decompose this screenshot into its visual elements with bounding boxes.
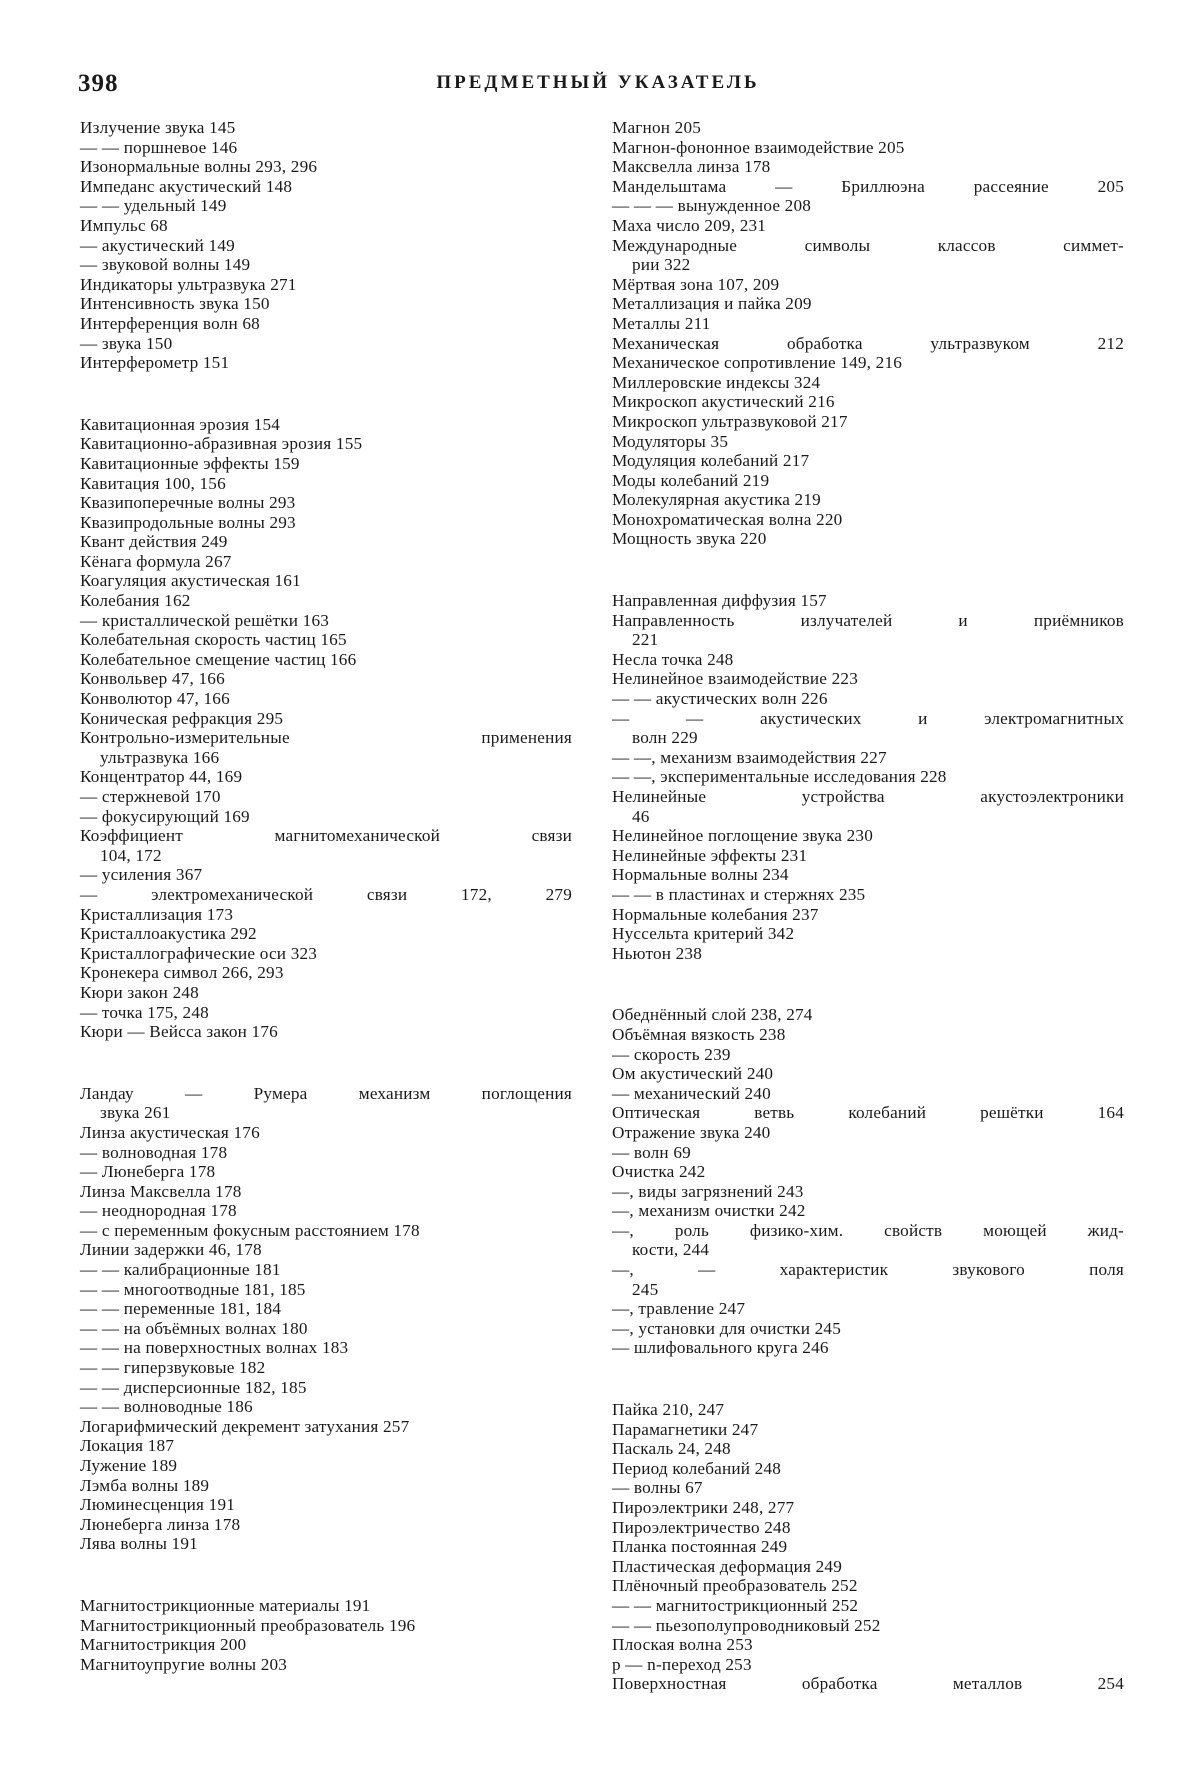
index-entry-continuation: волн 229 — [632, 728, 698, 748]
index-entry: — механический 240 — [612, 1083, 771, 1103]
index-entry: Максвелла линза 178 — [612, 157, 771, 177]
index-entry: Пироэлектричество 248 — [612, 1517, 791, 1537]
index-entry: Коэффициент магнитомеханической связи — [80, 826, 572, 846]
page-header — [78, 70, 1118, 100]
index-entry: Люнеберга линза 178 — [80, 1514, 241, 1534]
index-entry: Микроскоп ультразвуковой 217 — [612, 411, 848, 431]
index-entry: — электромеханической связи 172, 279 — [80, 884, 572, 904]
index-entry: — акустический 149 — [80, 235, 235, 255]
index-entry: Ньютон 238 — [612, 943, 703, 963]
index-entry: Объёмная вязкость 238 — [612, 1024, 786, 1044]
index-entry-continuation: ультразвука 166 — [100, 747, 220, 767]
index-entry: Парамагнетики 247 — [612, 1419, 759, 1439]
index-entry: — — переменные 181, 184 — [80, 1299, 282, 1319]
index-entry: Механическая обработка ультразвуком 212 — [612, 333, 1124, 353]
index-entry: Планка постоянная 249 — [612, 1537, 788, 1557]
index-entry: Нелинейные эффекты 231 — [612, 845, 808, 865]
index-entry: —, установки для очистки 245 — [612, 1318, 841, 1338]
index-entry: Кюри — Вейсса закон 176 — [80, 1022, 278, 1042]
index-entry: — —, экспериментальные исследования 228 — [612, 767, 947, 787]
index-entry: — кристаллической решётки 163 — [80, 610, 330, 630]
index-entry: Магнитострикционные материалы 191 — [80, 1595, 371, 1615]
index-entry: Пластическая деформация 249 — [612, 1556, 843, 1576]
index-entry: Концентратор 44, 169 — [80, 767, 243, 787]
index-entry: Лужение 189 — [80, 1456, 178, 1475]
index-entry: Кавитация 100, 156 — [80, 473, 226, 493]
index-entry: Направленная диффузия 157 — [612, 591, 827, 611]
index-entry: Колебания 162 — [80, 591, 191, 611]
index-entry: Оптическая ветвь колебаний решётки 164 — [612, 1103, 1124, 1123]
section-o — [612, 1005, 1124, 1358]
index-entry: Кавитационно-абразивная эрозия 155 — [80, 434, 363, 454]
index-entry: Лэмба волны 189 — [80, 1475, 210, 1495]
section-l — [80, 1084, 572, 1554]
index-entry: Интенсивность звука 150 — [80, 294, 270, 314]
index-entry: Мандельштама — Бриллюэна рассеяние 205 — [612, 176, 1124, 196]
index-entry: Поверхностная обработка металлов 254 — [612, 1674, 1124, 1694]
index-entry: Колебательная скорость частиц 165 — [80, 630, 347, 650]
index-entry: — —, механизм взаимодействия 227 — [612, 747, 887, 767]
index-entry: Квазипоперечные волны 293 — [80, 493, 296, 513]
index-entry: — точка 175, 248 — [80, 1002, 209, 1022]
index-entry: Квант действия 249 — [80, 532, 228, 552]
index-entry: — волноводная 178 — [80, 1142, 228, 1162]
index-entry: Кристаллоакустика 292 — [80, 924, 257, 944]
index-entry: Миллеровские индексы 324 — [612, 372, 821, 392]
index-entry: Маха число 209, 231 — [612, 215, 767, 235]
running-title: ПРЕДМЕТНЫЙ УКАЗАТЕЛЬ — [436, 72, 760, 93]
index-entry-continuation: рии 322 — [632, 255, 691, 275]
index-entry-continuation: звука 261 — [100, 1103, 171, 1123]
index-entry: Направленность излучателей и приёмников — [612, 610, 1124, 630]
index-entry: — — в пластинах и стержнях 235 — [612, 884, 866, 904]
index-entry: Отражение звука 240 — [612, 1122, 771, 1142]
index-entry: —, виды загрязнений 243 — [612, 1181, 804, 1201]
index-entry: Локация 187 — [80, 1436, 175, 1456]
index-entry: — стержневой 170 — [80, 787, 221, 806]
index-entry: Ландау — Румера механизм поглощения — [80, 1083, 572, 1103]
index-entry: Обеднённый слой 238, 274 — [612, 1005, 813, 1025]
index-entry-continuation: 104, 172 — [100, 845, 162, 865]
index-entry-continuation: кости, 244 — [632, 1240, 710, 1260]
section-i — [80, 118, 572, 373]
index-entry: Механическое сопротивление 149, 216 — [612, 353, 903, 373]
index-entry: Импульс 68 — [80, 215, 168, 235]
index-entry: Линза акустическая 176 — [80, 1122, 260, 1142]
index-entry: Очистка 242 — [612, 1162, 706, 1182]
index-entry: — скорость 239 — [612, 1044, 731, 1064]
index-entry: — — пьезополупроводниковый 252 — [612, 1615, 881, 1635]
index-entry: Модуляторы 35 — [612, 431, 729, 451]
index-entry: — — магнитострикционный 252 — [612, 1595, 859, 1615]
index-entry: Интерференция волн 68 — [80, 313, 260, 333]
section-m-cont — [612, 118, 1124, 549]
index-entry-continuation: 46 — [632, 806, 650, 826]
index-entry: Период колебаний 248 — [612, 1458, 782, 1478]
index-entry: — — волноводные 186 — [80, 1397, 253, 1417]
index-entry: Магнон-фононное взаимодействие 205 — [612, 137, 905, 157]
index-entry: — — дисперсионные 182, 185 — [80, 1377, 307, 1397]
index-entry: Пироэлектрики 248, 277 — [612, 1498, 795, 1517]
index-entry: Паскаль 24, 248 — [612, 1439, 731, 1459]
index-entry: Кавитационные эффекты 159 — [80, 453, 300, 473]
index-entry: Ом акустический 240 — [612, 1064, 774, 1084]
index-entry: Нуссельта критерий 342 — [612, 924, 795, 944]
index-entry: — волн 69 — [612, 1142, 691, 1162]
index-entry: — звуковой волны 149 — [80, 255, 251, 275]
index-entry: Магнон 205 — [612, 118, 702, 137]
index-entry: Импеданс акустический 148 — [80, 176, 293, 196]
left-column — [80, 118, 572, 1716]
index-entry: Кюри закон 248 — [80, 982, 199, 1002]
index-entry: Плоская волна 253 — [612, 1635, 753, 1655]
index-entry: Индикаторы ультразвука 271 — [80, 274, 297, 294]
index-entry: Коническая рефракция 295 — [80, 708, 284, 728]
page-number: 398 — [78, 70, 119, 97]
index-entry: Плёночный преобразователь 252 — [612, 1576, 858, 1596]
index-entry: p — n-переход 253 — [612, 1654, 752, 1674]
right-column — [612, 118, 1124, 1736]
index-entry: Молекулярная акустика 219 — [612, 490, 821, 510]
section-m — [80, 1596, 572, 1674]
index-entry: Модуляция колебаний 217 — [612, 451, 810, 471]
index-entry: — — многоотводные 181, 185 — [80, 1279, 306, 1299]
index-entry-continuation: 221 — [632, 630, 659, 650]
index-entry: Мощность звука 220 — [612, 529, 767, 549]
index-entry: — усиления 367 — [80, 865, 203, 885]
index-entry: —, — характеристик звукового поля — [612, 1260, 1124, 1280]
index-entry: Изонормальные волны 293, 296 — [80, 157, 318, 177]
index-entry: — — акустических волн 226 — [612, 689, 828, 709]
index-entry: Магнитоупругие волны 203 — [80, 1654, 288, 1674]
index-entry: —, роль физико-хим. свойств моющей жид- — [612, 1220, 1124, 1240]
index-entry: Нормальные колебания 237 — [612, 904, 819, 924]
index-entry: Квазипродольные волны 293 — [80, 512, 296, 532]
index-entry: Конвольвер 47, 166 — [80, 669, 225, 689]
index-entry: Микроскоп акустический 216 — [612, 392, 835, 412]
index-entry-continuation: 245 — [632, 1279, 659, 1299]
index-entry: — — гиперзвуковые 182 — [80, 1358, 266, 1378]
index-entry: — неоднородная 178 — [80, 1201, 237, 1221]
index-entry: — звука 150 — [80, 333, 173, 353]
index-entry: — фокусирующий 169 — [80, 806, 250, 826]
index-entry: Несла точка 248 — [612, 649, 734, 669]
section-k — [80, 415, 572, 1042]
index-entry: — — удельный 149 — [80, 196, 227, 216]
section-p — [612, 1400, 1124, 1694]
index-entry: Кристаллизация 173 — [80, 904, 234, 924]
index-entry: Нелинейное поглощение звука 230 — [612, 826, 873, 846]
index-entry: — с переменным фокусным расстоянием 178 — [80, 1220, 420, 1240]
index-entry: Контрольно-измерительные применения — [80, 728, 572, 748]
index-entry: Пайка 210, 247 — [612, 1400, 725, 1420]
index-entry: Конволютор 47, 166 — [80, 689, 230, 709]
index-entry: — — поршневое 146 — [80, 137, 238, 157]
index-entry: Металлизация и пайка 209 — [612, 294, 812, 314]
index-entry: Кёнага формула 267 — [80, 551, 232, 571]
index-entry: Нормальные волны 234 — [612, 865, 789, 885]
index-entry: Моды колебаний 219 — [612, 470, 770, 490]
index-entry: Линии задержки 46, 178 — [80, 1240, 262, 1260]
index-entry: — Люнеберга 178 — [80, 1162, 216, 1182]
index-entry: Магнитострикционный преобразователь 196 — [80, 1615, 416, 1635]
index-entry: Лява волны 191 — [80, 1534, 198, 1554]
index-entry: — волны 67 — [612, 1478, 703, 1498]
index-entry: Люминесценция 191 — [80, 1495, 236, 1515]
index-entry: — — акустических и электромагнитных — [612, 708, 1124, 728]
index-entry: Интерферометр 151 — [80, 353, 230, 373]
index-entry: —, травление 247 — [612, 1299, 746, 1319]
index-entry: Линза Максвелла 178 — [80, 1181, 242, 1201]
index-entry: Мёртвая зона 107, 209 — [612, 274, 780, 294]
index-entry: Международные символы классов симмет- — [612, 235, 1124, 255]
index-entry: Нелинейные устройства акустоэлектроники — [612, 787, 1124, 806]
index-entry: Металлы 211 — [612, 313, 711, 333]
index-entry: — шлифовального круга 246 — [612, 1338, 829, 1358]
index-entry: — — на поверхностных волнах 183 — [80, 1338, 349, 1358]
index-entry: Кронекера символ 266, 293 — [80, 963, 284, 983]
index-entry: — — калибрационные 181 — [80, 1260, 281, 1280]
index-entry: Коагуляция акустическая 161 — [80, 571, 301, 591]
index-entry: Колебательное смещение частиц 166 — [80, 649, 357, 669]
index-entry: — — — вынужденное 208 — [612, 196, 812, 216]
section-n — [612, 591, 1124, 963]
index-entry: Кристаллографические оси 323 — [80, 943, 318, 963]
index-entry: Излучение звука 145 — [80, 118, 236, 137]
index-entry: Логарифмический декремент затухания 257 — [80, 1416, 410, 1436]
index-entry: Магнитострикция 200 — [80, 1635, 247, 1655]
index-entry: Монохроматическая волна 220 — [612, 509, 843, 529]
index-entry: Нелинейное взаимодействие 223 — [612, 669, 859, 689]
index-entry: Кавитационная эрозия 154 — [80, 414, 281, 434]
index-entry: —, механизм очистки 242 — [612, 1201, 806, 1221]
index-entry: — — на объёмных волнах 180 — [80, 1318, 308, 1338]
